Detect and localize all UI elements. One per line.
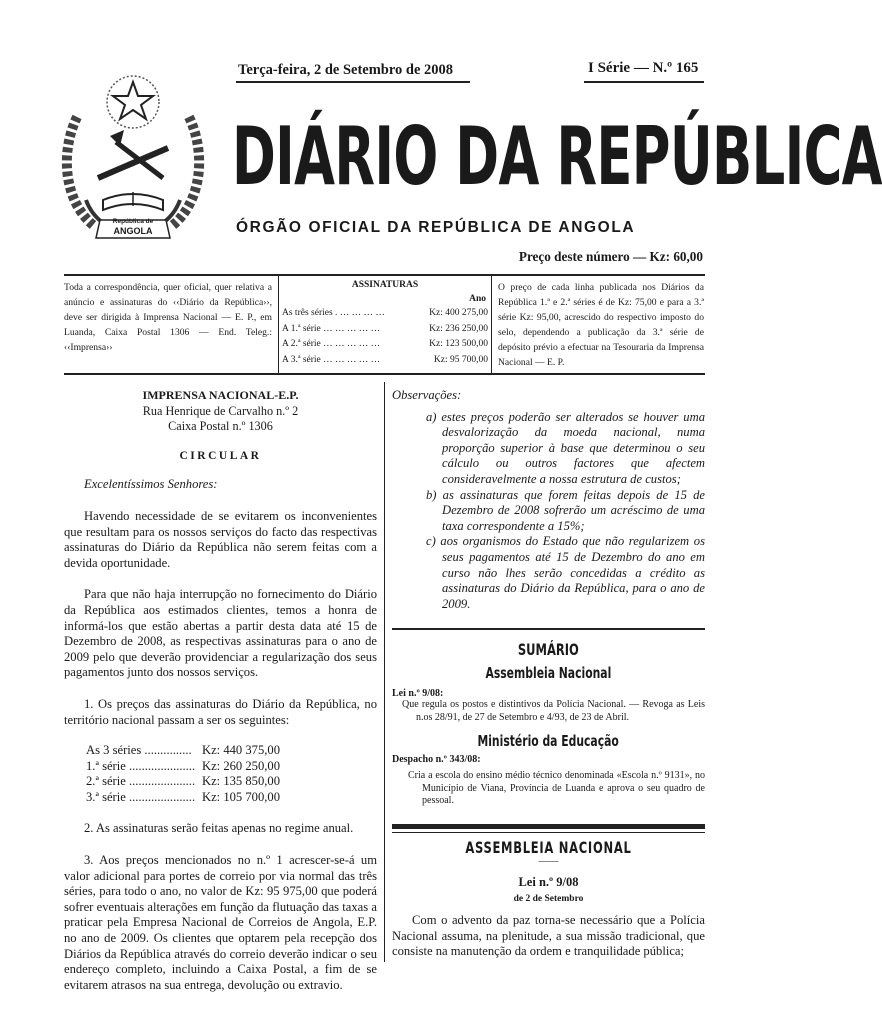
assembleia-rule-thick bbox=[392, 824, 705, 829]
lei-summary: Que regula os postos e distintivos da Polícia Nacional. — Revoga as Leis n.os 28/91, de 27 de Setembro e 4/93, de 23 de Abril. bbox=[402, 699, 705, 723]
emblem-text-bottom: ANGOLA bbox=[113, 226, 153, 236]
national-emblem bbox=[58, 60, 208, 250]
circular-para-5: 3. Aos preços mencionados no n.º 1 acrescer-se-á um valor adicional para portes de correio por via normal das três séries, para todo o ano, no valor de Kz: 95 975,00 que poderá sofrer eventuais alterações em função da flutuação das taxas a praticar pela Empresa Nacional de Correios de Angola, E.P. no ano de 2009. Os clientes que optarem pela recepção dos Diários da República através do correio deverão indicar o seu endereço completo, incluindo a Caixa Postal, a fim de se evitarem atrasos na sua entrega, devolução ou extravio. bbox=[64, 853, 377, 992]
sumario-section-assembleia: Assembleia Nacional bbox=[485, 664, 612, 682]
infobox-bottom-rule bbox=[64, 373, 705, 375]
subscription-value: Kz: 95 700,00 bbox=[433, 354, 488, 365]
masthead-subtitle: ÓRGÃO OFICIAL DA REPÚBLICA DE ANGOLA bbox=[236, 219, 636, 236]
infobox-top-rule bbox=[64, 274, 705, 276]
sumario-rule-top bbox=[392, 628, 705, 630]
price-row bbox=[86, 759, 377, 775]
observations-heading: Observações: bbox=[392, 388, 462, 402]
serie-underline bbox=[584, 81, 704, 83]
sumario-heading: SUMÁRIO bbox=[517, 640, 579, 659]
series-number: I Série — N.º 165 bbox=[588, 60, 699, 76]
assembleia-rule-thin bbox=[392, 832, 705, 833]
price-row bbox=[86, 790, 377, 806]
price-row bbox=[86, 743, 377, 759]
date-underline bbox=[236, 81, 470, 83]
publisher-address-1: Rua Henrique de Carvalho n.º 2 bbox=[142, 403, 299, 418]
price-label: 2.ª série ..................... bbox=[86, 774, 196, 789]
lei-title: Lei n.º 9/08 bbox=[518, 875, 579, 889]
publisher-name: IMPRENSA NACIONAL-E.P. bbox=[142, 388, 299, 402]
circular-para-3: 1. Os preços das assinaturas do Diário da República, no território nacional passam a ser os seguintes: bbox=[64, 696, 377, 727]
subscription-row bbox=[282, 337, 488, 353]
lei-date: de 2 de Setembro bbox=[513, 894, 584, 904]
emblem-text-top: República de bbox=[112, 218, 154, 225]
infobox-divider-right bbox=[491, 276, 492, 373]
circular-para-4: 2. As assinaturas serão feitas apenas no regime anual. bbox=[84, 821, 354, 836]
price-value: Kz: 135 850,00 bbox=[202, 774, 281, 789]
subscription-row bbox=[282, 306, 488, 322]
circular-para-2: Para que não haja interrupção no fornecimento do Diário da República aos estimados clientes, temos a honra de informá-los que estão abertas a partir desta data até 15 de Dezembro de 2008, as respectivas assinaturas para o ano de 2009 pelo que deverão providenciar a regularização dos seus pagamentos junto dos nossos serviços. bbox=[64, 587, 377, 680]
subscription-label: A 2.ª série … … … … … bbox=[282, 339, 381, 349]
circular-heading: CIRCULAR bbox=[179, 449, 262, 462]
observation-item: a) estes preços poderão ser alterados se houver uma desvalorização da moeda nacional, numa proporção superior à base que determinou o seu cálculo ou outros factores que afectem consideravelmente a nossa estrutura de custos; bbox=[426, 409, 705, 486]
subscriptions-box bbox=[282, 280, 488, 368]
issue-date: Terça-feira, 2 de Setembro de 2008 bbox=[238, 62, 454, 78]
masthead-title-wrap bbox=[232, 110, 882, 203]
issue-price: Preço deste número — Kz: 60,00 bbox=[518, 249, 703, 264]
subscription-row bbox=[282, 353, 488, 369]
correspondence-note: Toda a correspondência, quer oficial, quer relativa a anúncio e assinaturas do ‹‹Diário da República››, deve ser dirigida à Imprensa Nacional — E. P., em Luanda, Caixa Postal 1306 — End. Teleg.: ‹‹Imprensa›› bbox=[64, 282, 272, 353]
subscription-row bbox=[282, 322, 488, 338]
infobox-divider-left bbox=[278, 276, 279, 373]
despacho-label: Despacho n.º 343/08: bbox=[392, 754, 481, 765]
sumario-block bbox=[392, 640, 705, 808]
subscriptions-heading: ASSINATURAS bbox=[351, 280, 419, 290]
subscription-label: As três séries . … … … … bbox=[282, 308, 385, 318]
price-value: Kz: 440 375,00 bbox=[202, 743, 281, 758]
right-column bbox=[392, 388, 705, 612]
price-label: As 3 séries ............... bbox=[86, 743, 192, 758]
preamble-para: Com o advento da paz torna-se necessário que a Polícia Nacional assuma, na plenitude, a sua missão tradicional, que consiste na manutenção da ordem e tranquilidade pública; bbox=[392, 913, 705, 959]
lei-label: Lei n.º 9/08: bbox=[392, 688, 444, 699]
despacho-summary: Cria a escola do ensino médio técnico denominada «Escola n.º 9131», no Município de Viana, Província de Luanda e aprova o seu quadro de pessoal. bbox=[408, 770, 705, 806]
subscription-label: A 3.ª série … … … … … bbox=[282, 354, 381, 365]
subscription-label: A 1.ª série … … … … … bbox=[282, 323, 381, 334]
line-price-note: O preço de cada linha publicada nos Diários da República 1.ª e 2.ª séries é de Kz: 75,00 e para a 3.ª série Kz: 95,00, acrescido do respectivo imposto do selo, dependendo a publicação da 3.ª série de depósito prévio a efectuar na Tesouraria da Imprensa Nacional — E. P. bbox=[498, 282, 704, 368]
price-list bbox=[64, 743, 377, 805]
subscription-value: Kz: 123 500,00 bbox=[429, 339, 488, 349]
subscription-value: Kz: 236 250,00 bbox=[429, 323, 488, 334]
section-dash: —— bbox=[538, 856, 559, 867]
assembleia-block bbox=[392, 838, 705, 960]
observations-list bbox=[392, 410, 705, 613]
left-column bbox=[64, 388, 377, 993]
subscription-value: Kz: 400 275,00 bbox=[429, 308, 488, 318]
price-row bbox=[86, 774, 377, 790]
circular-para-1: Havendo necessidade de se evitarem os inconvenientes que resultam para os nossos serviços do facto das respectivas assinaturas do Diário da República não serem feitas com a devida oportunidade. bbox=[64, 508, 377, 570]
salutation: Excelentíssimos Senhores: bbox=[84, 477, 218, 492]
price-label: 3.ª série ..................... bbox=[86, 789, 196, 804]
assembleia-heading: ASSEMBLEIA NACIONAL bbox=[465, 838, 632, 857]
subscriptions-col-label: Ano bbox=[469, 294, 486, 304]
subscriptions-rows bbox=[282, 306, 488, 368]
price-label: 1.ª série ..................... bbox=[86, 758, 196, 773]
column-divider bbox=[384, 382, 385, 962]
masthead-title: DIÁRIO DA REPÚBLICA bbox=[232, 110, 882, 203]
sumario-section-educacao: Ministério da Educação bbox=[477, 732, 620, 750]
observation-item: b) as assinaturas que forem feitas depois de 15 de Dezembro de 2008 sofrerão um acréscimo de uma taxa correspondente a 15%; bbox=[426, 487, 705, 533]
price-value: Kz: 260 250,00 bbox=[202, 758, 281, 773]
publisher-address-2: Caixa Postal n.º 1306 bbox=[168, 419, 273, 434]
price-value: Kz: 105 700,00 bbox=[202, 789, 281, 804]
observation-item: c) aos organismos do Estado que não regularizem os seus pagamentos até 15 de Dezembro do ano em curso não lhes serão concedidas a crédito as assinaturas do Diário da República, para o ano de 2009. bbox=[426, 534, 705, 611]
